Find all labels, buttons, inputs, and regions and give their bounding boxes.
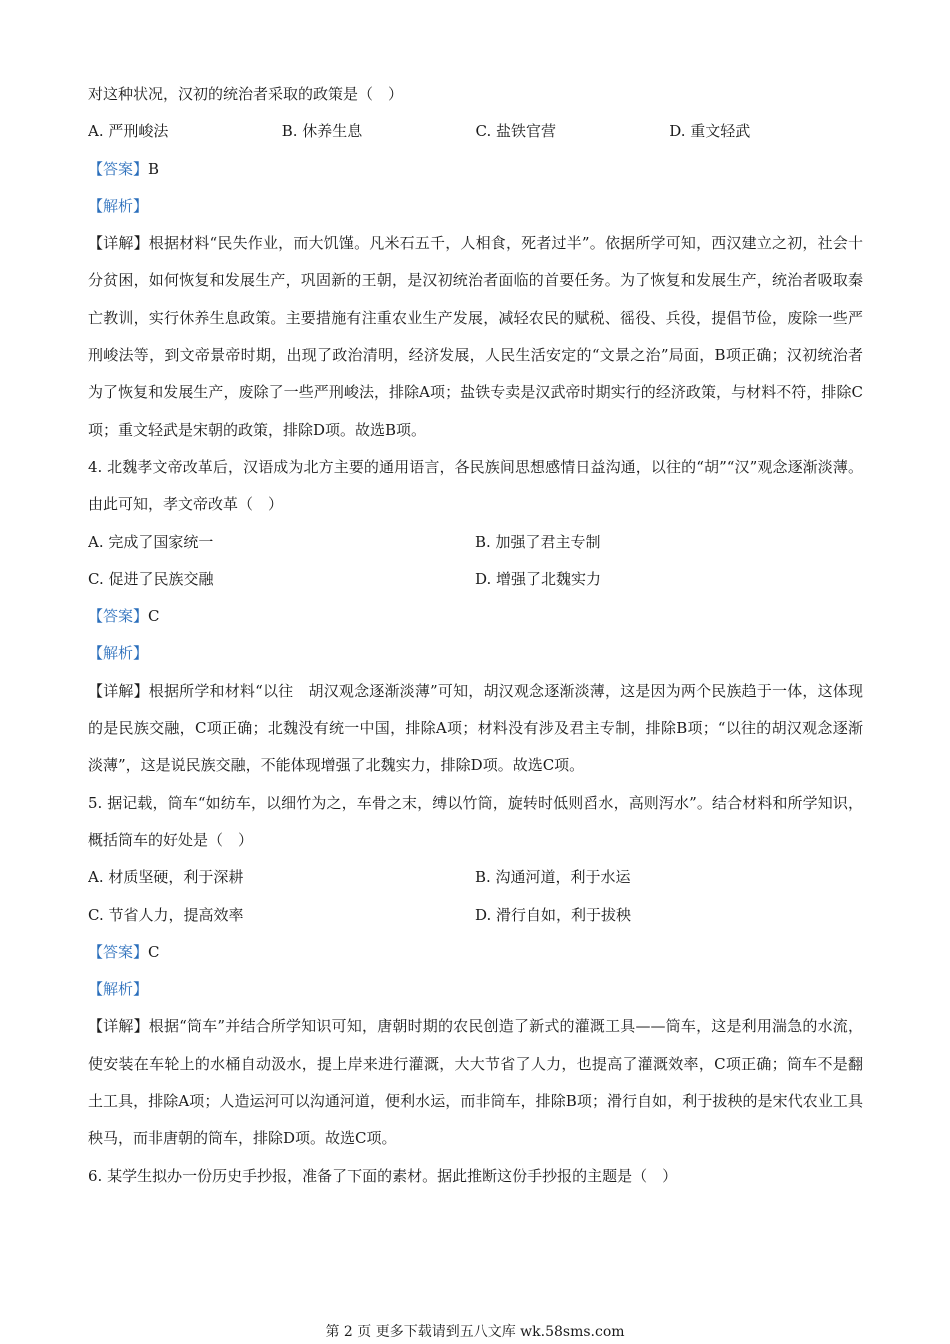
q5-detail xyxy=(88,1008,863,1157)
q5-options-row2 xyxy=(88,897,863,934)
analysis-tag: 【解析】 xyxy=(88,980,149,999)
q4-answer xyxy=(88,598,863,635)
detail-tag: 【详解】 xyxy=(88,1017,149,1036)
detail-tag: 【详解】 xyxy=(88,234,149,253)
q3-option-d: D. 重文轻武 xyxy=(669,122,751,141)
q5-analysis xyxy=(88,971,863,1008)
q5-answer xyxy=(88,934,863,971)
q3-answer-value: B xyxy=(148,159,160,178)
q4-stem: 4. 北魏孝文帝改革后，汉语成为北方主要的通用语言，各民族间思想感情日益沟通，以往的“胡”“汉”观念逐渐淡薄。由此可知，孝文帝改革（ ） xyxy=(88,457,863,514)
q3-detail-text: 根据材料“民失作业，而大饥馑。凡米石五千，人相食，死者过半”。依据所学可知，西汉建立之初，社会十分贫困，如何恢复和发展生产，巩固新的王朝，是汉初统治者面临的首要任务。为了恢复和发展生产，统治者吸取秦亡教训，实行休养生息政策。主要措施有注重农业生产发展，减轻农民的赋税、徭役、兵役，提倡节俭，废除一些严刑峻法等，到文帝景帝时期，出现了政治清明，经济发展，人民生活安定的“文景之治”局面，B项正确；汉初统治者为了恢复和发展生产，废除了一些严刑峻法，排除A项；盐铁专卖是汉武帝时期实行的经济政策，与材料不符，排除C项；重文轻武是宋朝的政策，排除D项。故选B项。 xyxy=(88,234,863,439)
q4-detail xyxy=(88,673,863,785)
q3-answer xyxy=(88,151,863,188)
q3-detail xyxy=(88,225,863,449)
q4-options-row2 xyxy=(88,561,863,598)
q5-stem: 5. 据记载，筒车“如纺车，以细竹为之，车骨之末，缚以竹筒，旋转时低则舀水，高则泻水”。结合材料和所学知识，概括筒车的好处是（ ） xyxy=(88,793,863,849)
q4-detail-text: 根据所学和材料“以往 胡汉观念逐渐淡薄”可知，胡汉观念逐渐淡薄，这是因为两个民族趋于一体，这体现的是民族交融，C项正确；北魏没有统一中国，排除A项；材料没有涉及君主专制，排除B项；“以往的胡汉观念逐渐淡薄”，这是说民族交融，不能体现增强了北魏实力，排除D项。故选C项。 xyxy=(88,681,863,775)
q4-option-b: B. 加强了君主专制 xyxy=(475,532,601,551)
q4-answer-value: C xyxy=(148,607,160,626)
q5-options-row1 xyxy=(88,859,863,896)
q3-option-a: A. 严刑峻法 xyxy=(88,122,169,141)
q3-option-c: C. 盐铁官营 xyxy=(475,122,556,141)
q4-analysis xyxy=(88,635,863,672)
q5-option-c: C. 节省人力，提高效率 xyxy=(88,905,244,924)
q3-options xyxy=(88,113,863,150)
q4-option-d: D. 增强了北魏实力 xyxy=(475,569,602,588)
q6-stem: 6. 某学生拟办一份历史手抄报，准备了下面的素材。据此推断这份手抄报的主题是（ ） xyxy=(88,1166,678,1185)
q5-detail-text: 根据“筒车”并结合所学知识可知，唐朝时期的农民创造了新式的灌溉工具——筒车，这是利用湍急的水流，使安装在车轮上的水桶自动汲水，提上岸来进行灌溉，大大节省了人力，也提高了灌溉效率，C项正确；筒车不是翻土工具，排除A项；人造运河可以沟通河道，便利水运，而非筒车，排除B项；滑行自如，利于拔秧的是宋代农业工具秧马，而非唐朝的筒车，排除D项。故选C项。 xyxy=(88,1017,863,1148)
q3-stem: 对这种状况，汉初的统治者采取的政策是（ ） xyxy=(88,85,404,103)
q3-analysis xyxy=(88,188,863,225)
q5-option-a: A. 材质坚硬，利于深耕 xyxy=(88,868,244,887)
q5-answer-value: C xyxy=(148,942,160,961)
analysis-tag: 【解析】 xyxy=(88,644,149,663)
answer-tag: 【答案】 xyxy=(88,942,149,961)
q4-option-a: A. 完成了国家统一 xyxy=(88,532,214,551)
q5-option-b: B. 沟通河道，利于水运 xyxy=(475,868,631,887)
answer-tag: 【答案】 xyxy=(88,159,149,178)
q5-option-d: D. 滑行自如，利于拔秧 xyxy=(475,905,632,924)
detail-tag: 【详解】 xyxy=(88,681,149,700)
analysis-tag: 【解析】 xyxy=(88,196,149,215)
page-footer: 第 2 页 更多下载请到五八文库 wk.58sms.com xyxy=(325,1324,625,1340)
q4-options-row1 xyxy=(88,524,863,561)
q3-option-b: B. 休养生息 xyxy=(281,122,363,141)
document-page xyxy=(88,76,863,1195)
q4-option-c: C. 促进了民族交融 xyxy=(88,569,214,588)
answer-tag: 【答案】 xyxy=(88,607,149,626)
